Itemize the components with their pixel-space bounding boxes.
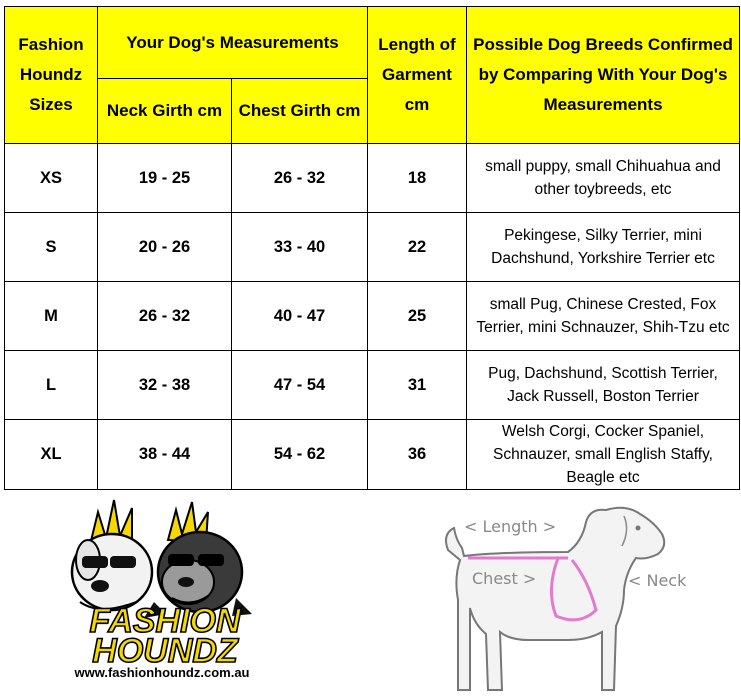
chest-cell: 54 - 62 [232,420,368,490]
length-label: < Length > [464,517,557,536]
length-cell: 36 [368,420,467,490]
header-sizes: Fashion Houndz Sizes [5,7,98,144]
fashion-houndz-logo [40,490,290,695]
size-cell: M [5,282,98,351]
neck-cell: 19 - 25 [98,144,232,213]
neck-cell: 38 - 44 [98,420,232,490]
size-cell: XL [5,420,98,490]
logo-text-houndz: HOUNDZ [92,632,238,670]
logo-url: www.fashionhoundz.com.au [74,665,250,680]
header-chest: Chest Girth cm [232,79,368,144]
table-row [5,351,740,420]
chest-cell: 47 - 54 [232,351,368,420]
header-length: Length of Garment cm [368,7,467,144]
table-row [5,213,740,282]
chest-cell: 26 - 32 [232,144,368,213]
breeds-cell: Pekingese, Silky Terrier, mini Dachshund, Yorkshire Terrier etc [467,213,740,282]
table-row [5,144,740,213]
table-row [5,282,740,351]
table-row [5,420,740,490]
breeds-cell: small Pug, Chinese Crested, Fox Terrier, mini Schnauzer, Shih-Tzu etc [467,282,740,351]
neck-label: < Neck [628,571,687,590]
length-cell: 31 [368,351,467,420]
neck-cell: 20 - 26 [98,213,232,282]
length-cell: 22 [368,213,467,282]
chest-cell: 33 - 40 [232,213,368,282]
neck-cell: 26 - 32 [98,282,232,351]
breeds-cell: small puppy, small Chihuahua and other toybreeds, etc [467,144,740,213]
size-cell: S [5,213,98,282]
header-measurements: Your Dog's Measurements [98,7,368,79]
size-cell: L [5,351,98,420]
breeds-cell: Welsh Corgi, Cocker Spaniel, Schnauzer, small English Staffy, Beagle etc [467,420,740,490]
logo-text-fashion: FASHION [89,602,241,640]
header-neck: Neck Girth cm [98,79,232,144]
chest-cell: 40 - 47 [232,282,368,351]
breeds-cell: Pug, Dachshund, Scottish Terrier, Jack Russell, Boston Terrier [467,351,740,420]
dog-measurement-diagram [418,500,718,695]
neck-cell: 32 - 38 [98,351,232,420]
chest-label: Chest > [472,569,537,588]
size-chart-table [4,6,740,490]
size-cell: XS [5,144,98,213]
header-breeds: Possible Dog Breeds Confirmed by Comparing With Your Dog's Measurements [467,7,740,144]
length-cell: 25 [368,282,467,351]
length-cell: 18 [368,144,467,213]
